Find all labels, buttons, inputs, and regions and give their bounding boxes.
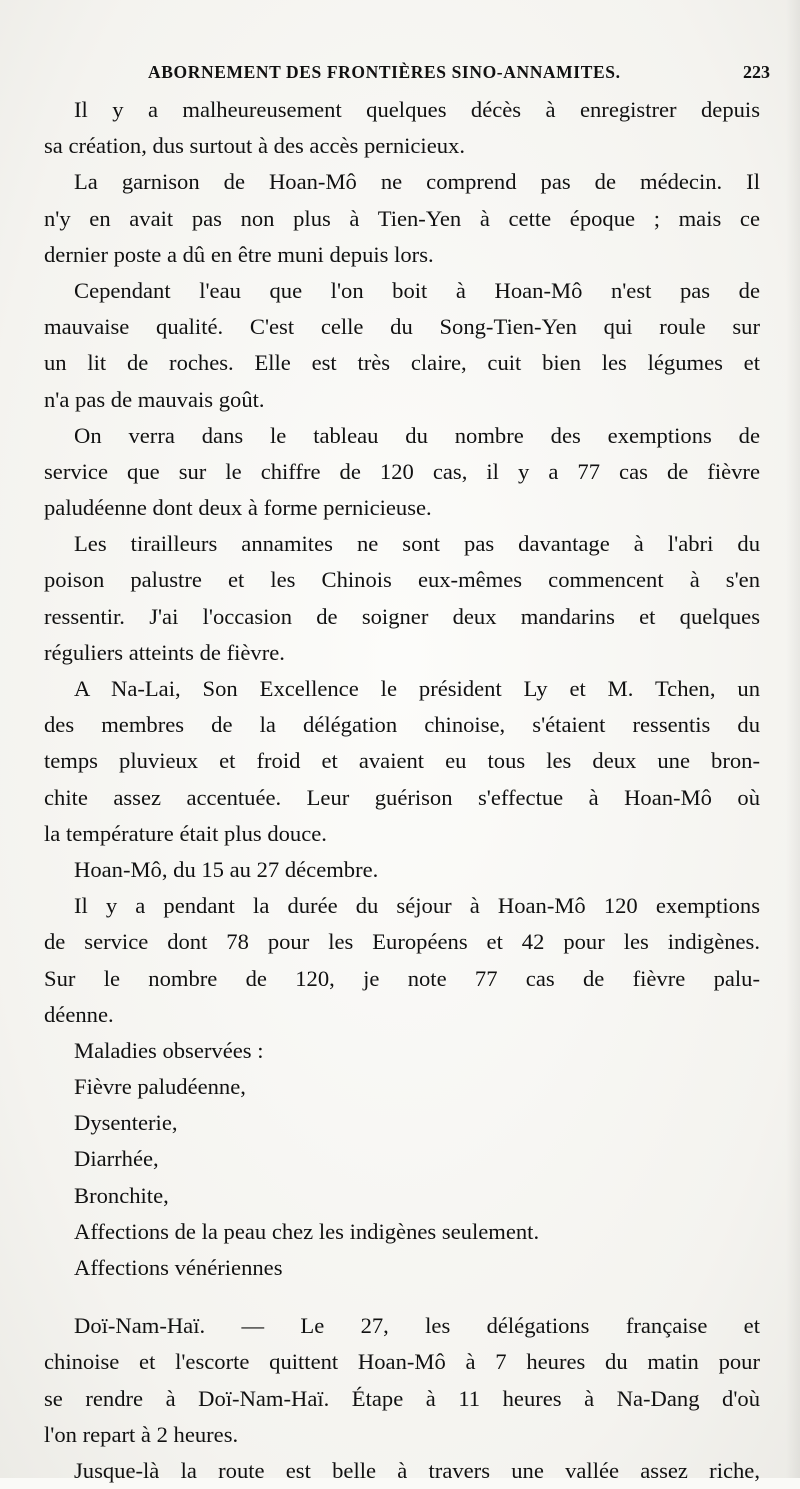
- text-line: ressentir. J'ai l'occasion de soigner deux mandarins et quelques: [44, 603, 760, 629]
- section-heading-line: Doï-Nam-Haï. — Le 27, les délégations française et: [74, 1313, 760, 1339]
- text-line: chinoise et l'escorte quittent Hoan-Mô à 7 heures du matin pour: [44, 1349, 760, 1375]
- text-line: La garnison de Hoan-Mô ne comprend pas de médecin. Il: [74, 169, 760, 195]
- text-line: l'on repart à 2 heures.: [44, 1421, 239, 1447]
- text-line: Cependant l'eau que l'on boit à Hoan-Mô n'est pas de: [74, 277, 760, 303]
- text-line: la température était plus douce.: [44, 820, 327, 846]
- list-heading: Maladies observées :: [74, 1037, 264, 1063]
- list-item: Diarrhée,: [74, 1146, 159, 1172]
- text-line: A Na-Lai, Son Excellence le président Ly et M. Tchen, un: [74, 676, 760, 701]
- text-line: réguliers atteints de fièvre.: [44, 639, 285, 665]
- text-line: Les tirailleurs annamites ne sont pas davantage à l'abri du: [74, 531, 760, 557]
- text-line: sa création, dus surtout à des accès pernicieux.: [44, 133, 465, 159]
- text-line: mauvaise qualité. C'est celle du Song-Tien-Yen qui roule sur: [44, 314, 760, 340]
- list-item: Affections de la peau chez les indigènes seulement.: [74, 1218, 540, 1244]
- list-item: Fièvre paludéenne,: [74, 1074, 246, 1100]
- text-line: se rendre à Doï-Nam-Haï. Étape à 11 heures à Na-Dang d'où: [44, 1385, 760, 1411]
- text-line: service que sur le chiffre de 120 cas, il y a 77 cas de fièvre: [44, 458, 760, 484]
- text-line: des membres de la délégation chinoise, s'étaient ressentis du: [44, 712, 760, 738]
- text-line: n'y en avait pas non plus à Tien-Yen à cette époque ; mais ce: [44, 205, 760, 231]
- text-line: déenne.: [44, 1001, 114, 1027]
- text-line: Il y a pendant la durée du séjour à Hoan-Mô 120 exemptions: [74, 893, 760, 919]
- page-header: [60, 62, 770, 90]
- list-item: Dysenterie,: [74, 1110, 178, 1136]
- text-line: poison palustre et les Chinois eux-mêmes commencent à s'en: [44, 567, 760, 593]
- text-line: temps pluvieux et froid et avaient eu tous les deux une bron-: [44, 748, 760, 774]
- text-line: Il y a malheureusement quelques décès à enregistrer depuis: [74, 97, 760, 122]
- list-item: Affections vénériennes: [74, 1255, 283, 1280]
- list-item: Bronchite,: [74, 1182, 169, 1208]
- page-edge-shadow: [786, 0, 800, 1478]
- section-date-line: Hoan-Mô, du 15 au 27 décembre.: [74, 856, 379, 882]
- text-line: n'a pas de mauvais goût.: [44, 386, 265, 412]
- body-text: [44, 92, 760, 1489]
- page-number: 223: [743, 62, 770, 82]
- text-line: chite assez accentuée. Leur guérison s'effectue à Hoan-Mô où: [44, 784, 760, 810]
- text-line: de service dont 78 pour les Européens et 42 pour les indigènes.: [44, 929, 760, 955]
- text-line: Jusque-là la route est belle à travers une vallée assez riche,: [74, 1457, 760, 1483]
- running-head: ABORNEMENT DES FRONTIÈRES SINO-ANNAMITES.: [148, 62, 621, 82]
- text-line: un lit de roches. Elle est très claire, cuit bien les légumes et: [44, 350, 760, 376]
- text-line: Sur le nombre de 120, je note 77 cas de fièvre palu-: [44, 965, 760, 991]
- text-line: paludéenne dont deux à forme pernicieuse.: [44, 495, 432, 521]
- text-line: dernier poste a dû en être muni depuis lors.: [44, 241, 434, 267]
- text-line: On verra dans le tableau du nombre des exemptions de: [74, 422, 760, 448]
- paragraph-gap: [44, 1286, 760, 1308]
